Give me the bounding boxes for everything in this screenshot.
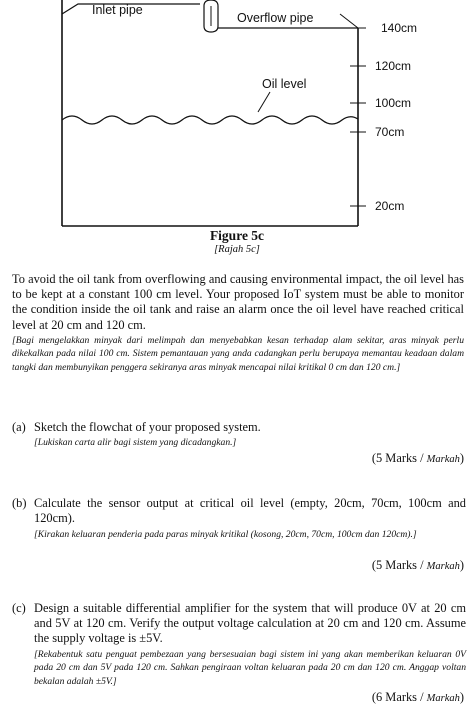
level-70-label: 70cm — [375, 125, 405, 139]
level-20-label: 20cm — [375, 199, 405, 213]
question-b-text: Calculate the sensor output at critical oil level (empty, 20cm, 70cm, 100cm and 120cm). — [34, 496, 466, 525]
intro-paragraph: To avoid the oil tank from overflowing and causing environmental impact, the oil level has to be kept at a constant 100 cm level. Your proposed IoT system must be able to monitor the condition inside the oil tank and raise an alarm once the oil level have reached critical level at 20 cm and 120 cm. — [12, 272, 464, 332]
question-a-malay: [Lukiskan carta alir bagi sistem yang dicadangkan.] — [34, 437, 237, 448]
oil-tank-diagram — [0, 0, 474, 240]
oil-level-surface — [62, 116, 358, 124]
question-c-marks: (6 Marks / Markah) — [371, 690, 464, 704]
question-a-label: (a) — [12, 420, 26, 434]
oil-level-leader — [258, 92, 270, 112]
question-b-malay: [Kirakan keluaran penderia pada paras minyak kritikal (kosong, 20cm, 70cm, 100cm dan 120cm).] — [34, 529, 417, 540]
level-120-label: 120cm — [375, 59, 412, 73]
inlet-pipe-label: Inlet pipe — [92, 3, 143, 17]
figure-title-malay: [Rajah 5c] — [214, 244, 260, 255]
question-a-marks: (5 Marks / Markah) — [371, 451, 464, 465]
level-140-label: 140cm — [381, 21, 418, 35]
question-b-marks: (5 Marks / Markah) — [371, 558, 464, 572]
oil-level-label: Oil level — [262, 77, 307, 91]
question-c-label: (c) — [12, 601, 26, 615]
overflow-pipe-label: Overflow pipe — [237, 11, 314, 25]
overflow-leader — [340, 14, 358, 28]
question-c-text: Design a suitable differential amplifier for the system that will produce 0V at 20 cm and 5V at 120 cm. Verify the output voltage calculation at 20 cm and 120 cm. Assume the supply voltage is ±5V. — [34, 601, 466, 645]
level-100-label: 100cm — [375, 96, 412, 110]
question-a-text: Sketch the flowchat of your proposed system. — [34, 420, 261, 434]
intro-paragraph-malay: [Bagi mengelakkan minyak dari melimpah dan menyebabkan kesan terhadap alam sekitar, aras minyak perlu dikekalkan pada nilai 100 cm. Sistem pemantauan yang anda cadangkan perlu berupaya memantau keadaan dalam tangki dan membunyikan penggera sekiranya aras minyak mencapai nilai kritikal 0 cm dan 120 cm.] — [12, 335, 464, 373]
figure-title: Figure 5c — [209, 228, 265, 243]
question-b-label: (b) — [12, 496, 27, 510]
question-c-malay: [Rekabentuk satu penguat pembezaan yang bersesuaian bagi sistem ini yang akan memberikan keluaran 0V pada 20 cm dan 5V pada 120 cm. Sahkan pengiraan voltan keluaran pada 20 cm dan 120 cm. Anggap voltan bekalan adalah ±5V.] — [34, 649, 466, 687]
